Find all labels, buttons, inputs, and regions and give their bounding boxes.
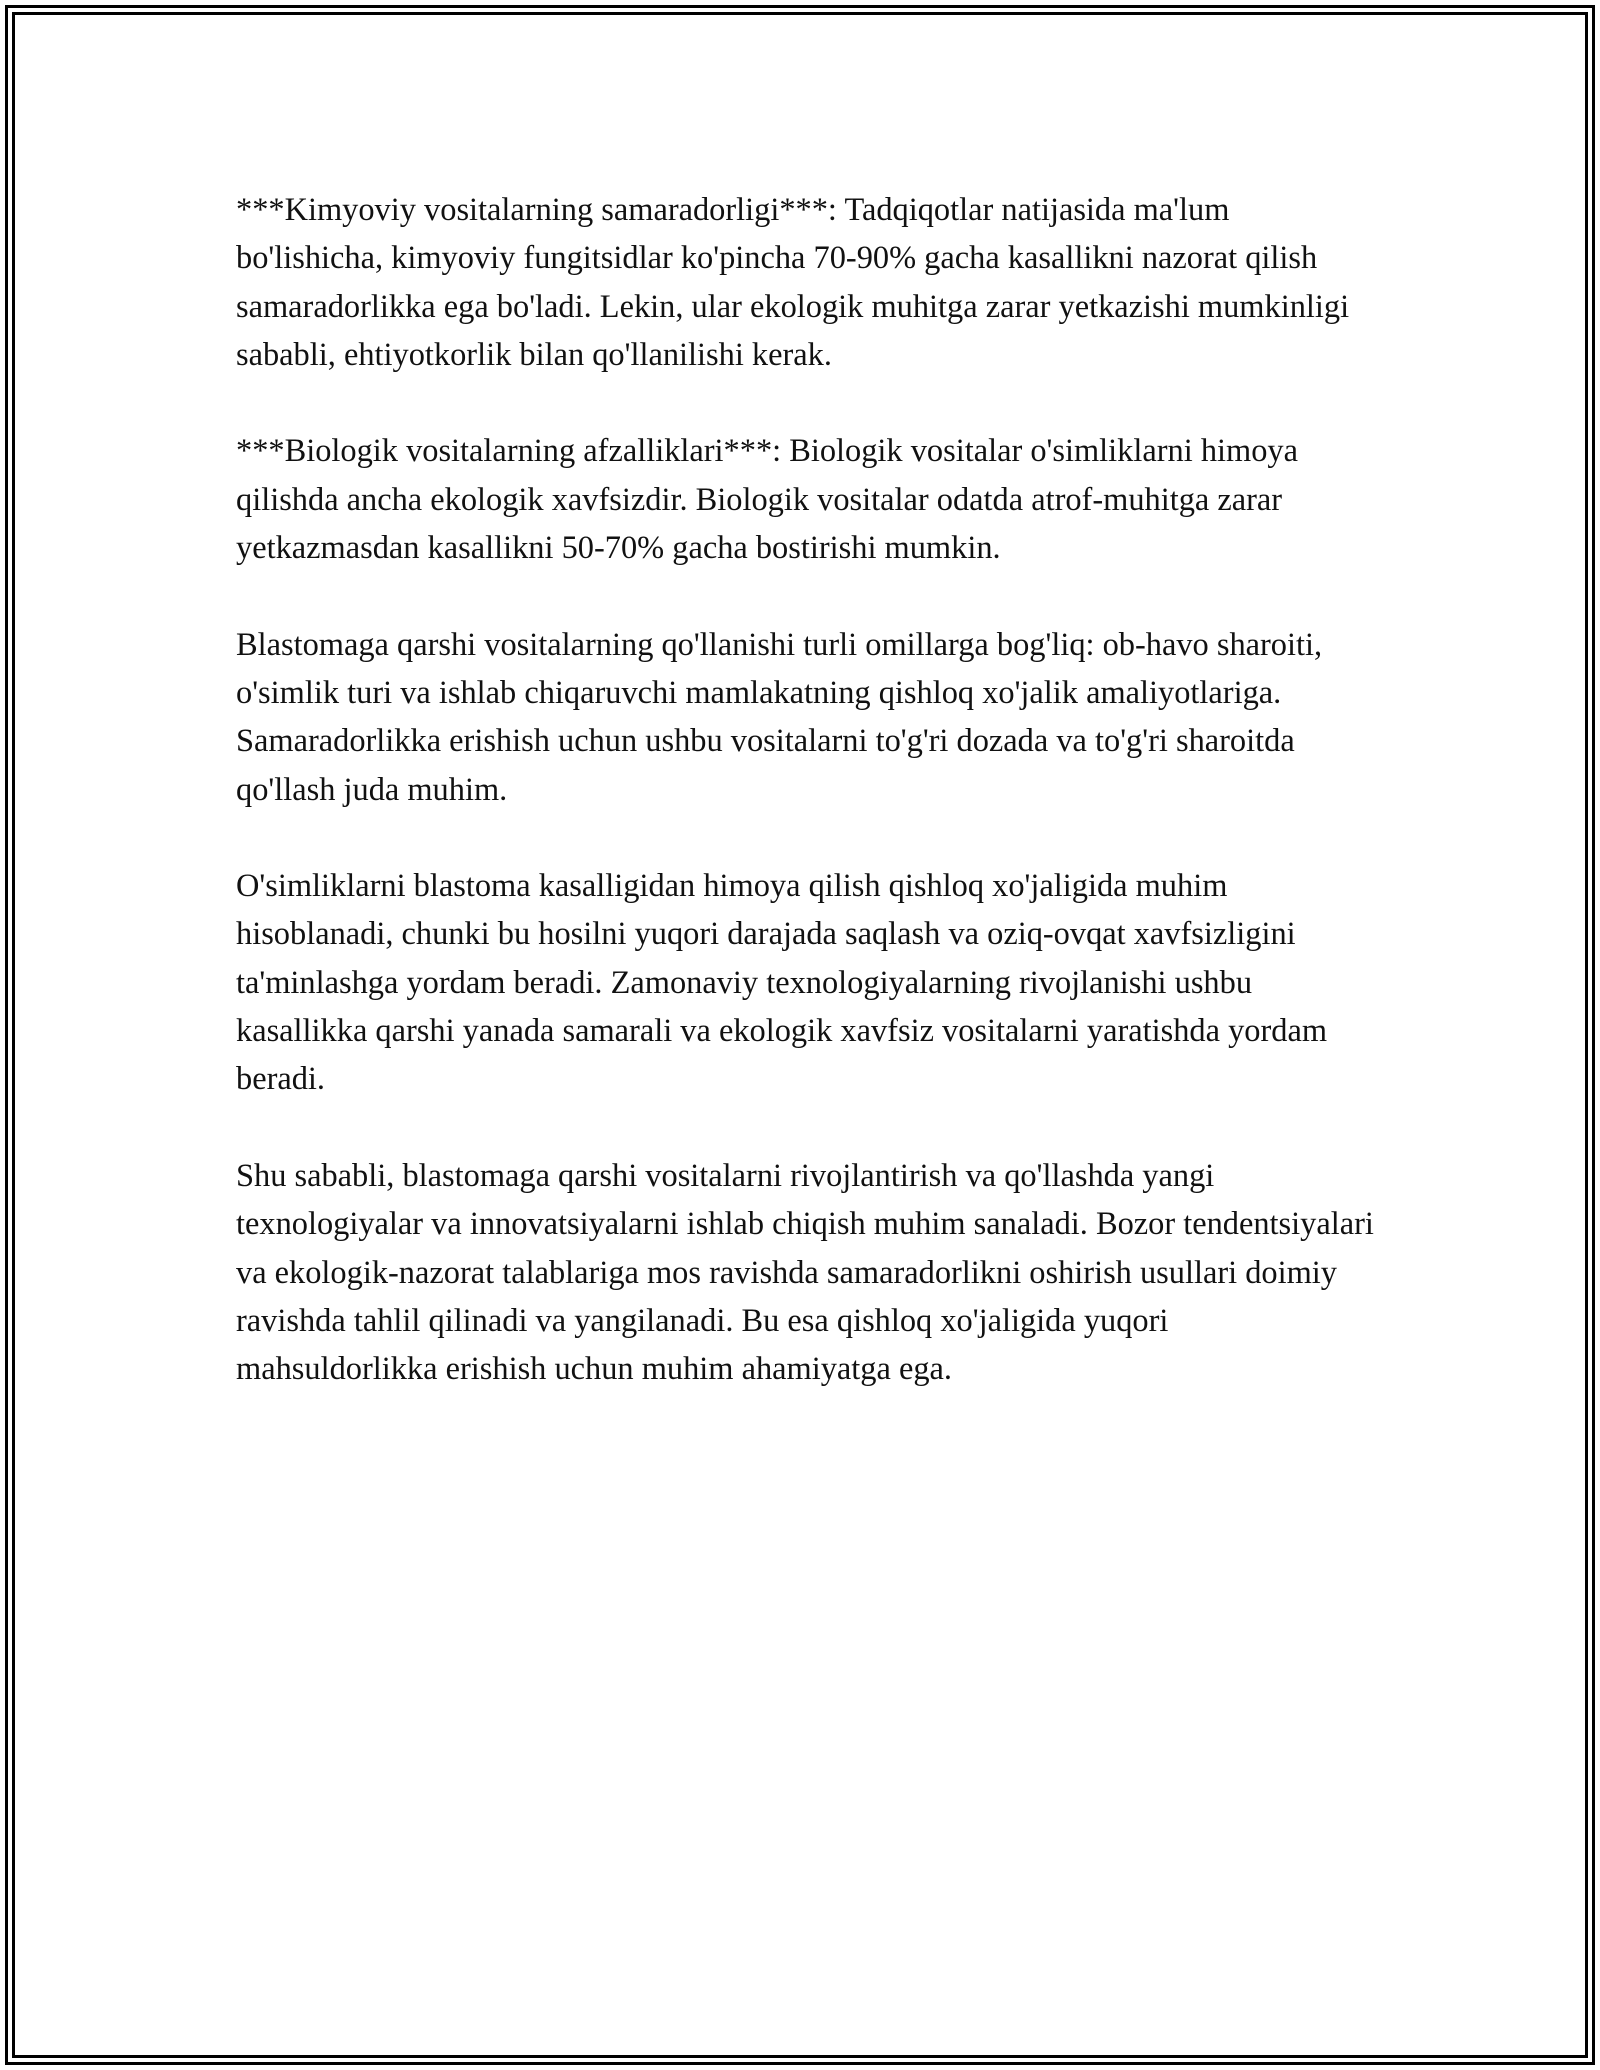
document-body — [236, 186, 1376, 1442]
paragraph-conclusion: Shu sababli, blastomaga qarshi vositalarni rivojlantirish va qo'llashda yangi texnologiyalar va innovatsiyalarni ishlab chiqish muhim sanaladi. Bozor tendentsiyalari va ekologik-nazorat talablariga mos ravishda samaradorlikni oshirish usullari doimiy ravishda tahlil qilinadi va yangilanadi. Bu esa qishloq xo'jaligida yuqori mahsuldorlikka erishish uchun muhim ahamiyatga ega. — [236, 1157, 1374, 1388]
paragraph-biological-advantages: ***Biologik vositalarning afzalliklari***: Biologik vositalar o'simliklarni himoya qilishda ancha ekologik xavfsizdir. Biologik vositalar odatda atrof-muhitga zarar yetkazmasdan kasallikni 50-70% gacha bostirishi mumkin. — [236, 433, 1298, 567]
paragraph-application-factors: Blastomaga qarshi vositalarning qo'llanishi turli omillarga bog'liq: ob-havo sharoiti, o'simlik turi va ishlab chiqaruvchi mamlakatning qishloq xo'jalik amaliyotlariga. Samaradorlikka erishish uchun ushbu vositalarni to'g'ri dozada va to'g'ri sharoitda qo'llash juda muhim. — [236, 626, 1323, 808]
paragraph-plant-protection: O'simliklarni blastoma kasalligidan himoya qilish qishloq xo'jaligida muhim hisoblanadi, chunki bu hosilni yuqori darajada saqlash va oziq-ovqat xavfsizligini ta'minlashga yordam beradi. Zamonaviy texnologiyalarning rivojlanishi ushbu kasallikka qarshi yanada samarali va ekologik xavfsiz vositalarni yaratishda yordam beradi. — [236, 868, 1328, 1098]
paragraph-chemical-effectiveness: ***Kimyoviy vositalarning samaradorligi***: Tadqiqotlar natijasida ma'lum bo'lishicha, kimyoviy fungitsidlar ko'pincha 70-90% gacha kasallikni nazorat qilish samaradorlikka ega bo'ladi. Lekin, ular ekologik muhitga zarar yetkazishi mumkinligi sababli, ehtiyotkorlik bilan qo'llanilishi kerak. — [236, 192, 1350, 373]
